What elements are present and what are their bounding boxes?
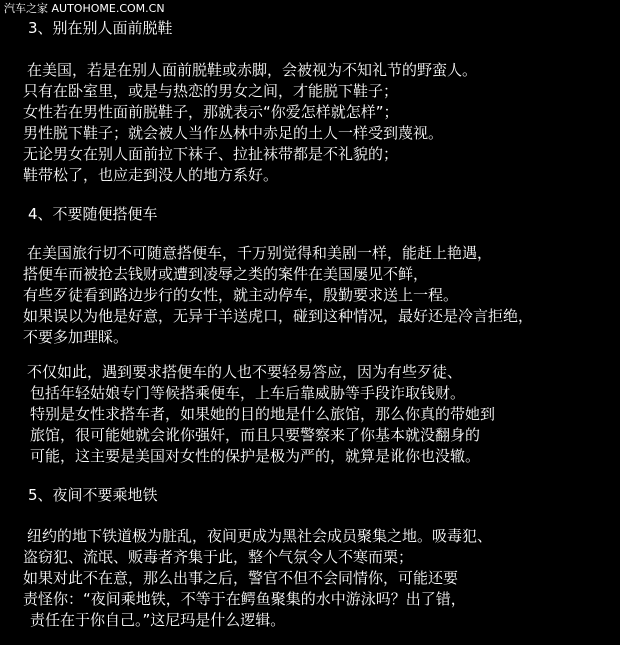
text-line: 包括年轻姑娘专门等候搭乘便车，上车后靠威胁等手段诈取钱财。: [30, 384, 466, 402]
text-line: 盗窃犯、流氓、贩毒者齐集于此，整个气氛令人不寒而栗；: [23, 548, 414, 566]
text-line: 无论男女在别人面前拉下袜子、拉扯袜带都是不礼貌的；: [23, 145, 399, 163]
text-line: 男性脱下鞋子；就会被人当作丛林中赤足的土人一样受到蔑视。: [23, 124, 444, 142]
text-line: 可能，这主要是美国对女性的保护是极为严的，就算是讹你也没辙。: [30, 447, 481, 465]
text-line: 在美国旅行切不可随意搭便车，千万别觉得和美剧一样，能赶上艳遇，: [27, 244, 493, 262]
text-line: 在美国，若是在别人面前脱鞋或赤脚，会被视为不知礼节的野蛮人。: [27, 61, 478, 79]
text-line: 不要多加理睬。: [23, 328, 129, 346]
text-line: 如果对此不在意，那么出事之后，警官不但不会同情你，可能还要: [23, 569, 459, 587]
text-line: 特别是女性求搭车者，如果她的目的地是什么旅馆，那么你真的带她到: [30, 405, 496, 423]
text-line: 责怪你：“夜间乘地铁，不等于在鳄鱼聚集的水中游泳吗？出了错，: [23, 590, 466, 608]
text-line: 不仅如此，遇到要求搭便车的人也不要轻易答应，因为有些歹徒、: [27, 363, 463, 381]
text-line: 女性若在男性面前脱鞋子，那就表示“你爱怎样就怎样”；: [23, 103, 399, 121]
watermark-logo: 汽车之家 AUTOHOME.COM.CN: [4, 2, 165, 15]
text-line: 有些歹徒看到路边步行的女性，就主动停车，殷勤要求送上一程。: [23, 286, 459, 304]
text-line: 纽约的地下铁道极为脏乱，夜间更成为黑社会成员聚集之地。吸毒犯、: [27, 527, 493, 545]
text-line: 旅馆，很可能她就会讹你强奸，而且只要警察来了你基本就没翻身的: [30, 426, 481, 444]
text-line: 鞋带松了，也应走到没人的地方系好。: [23, 166, 279, 184]
text-line: 搭便车而被抢去钱财或遭到凌辱之类的案件在美国屡见不鲜，: [23, 265, 429, 283]
section-heading: 4、不要随便搭便车: [28, 205, 158, 223]
section-heading: 3、别在别人面前脱鞋: [28, 19, 173, 37]
text-line: 如果误以为他是好意，无异于羊送虎口，碰到这种情况，最好还是冷言拒绝，: [23, 307, 534, 325]
section-heading: 5、夜间不要乘地铁: [28, 486, 158, 504]
text-line: 责任在于你自己。”这尼玛是什么逻辑。: [30, 611, 286, 629]
text-line: 只有在卧室里，或是与热恋的男女之间，才能脱下鞋子；: [23, 82, 399, 100]
